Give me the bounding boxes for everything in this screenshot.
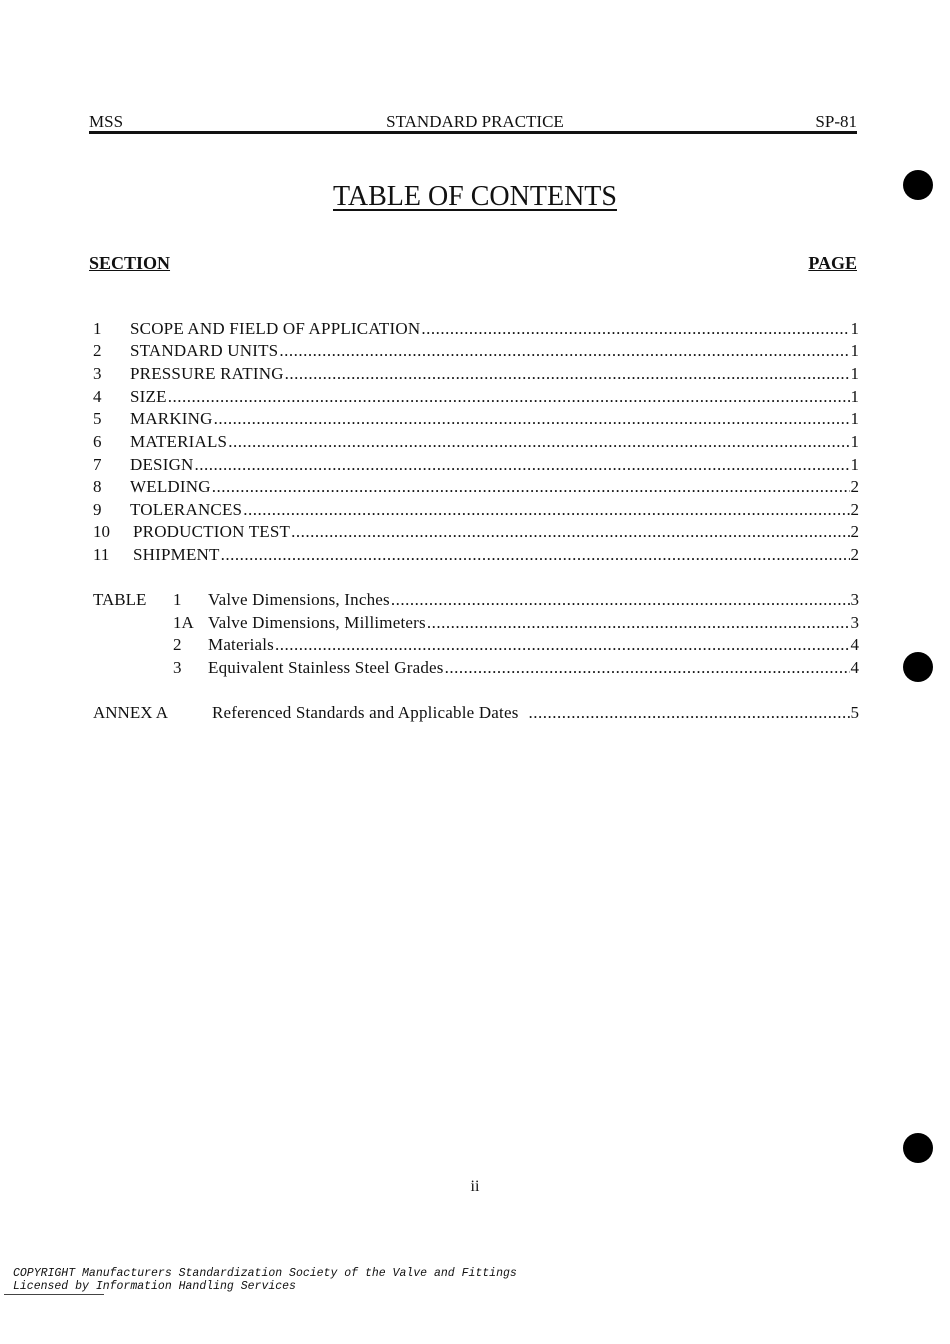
toc-entry-number: 6 [93,432,102,451]
toc-entry-number: 11 [93,545,110,564]
dot-leader [221,544,850,566]
toc-table-entry [93,657,859,679]
dot-leader [529,702,850,724]
dot-leader [168,386,850,408]
toc-entry-page: 2 [850,500,859,519]
toc-entry-label: MATERIALS [130,432,228,451]
toc-entry-number: 5 [93,409,102,428]
toc-entry-label: WELDING [130,477,211,496]
toc-table-page: 3 [850,613,859,632]
toc-entry-label: PRODUCTION TEST [133,522,291,541]
header-left-text: MSS [89,112,124,131]
toc-entry-page: 1 [850,432,859,451]
dot-leader [421,318,849,340]
header-center-text: STANDARD PRACTICE [386,112,564,131]
punch-hole [903,652,933,682]
dot-leader [228,431,849,453]
toc-table-label: Valve Dimensions, Inches [208,590,390,609]
toc-entry-number: 9 [93,500,102,519]
license-notice: Licensed by Information Handling Services [13,1280,296,1293]
toc-entry [93,408,859,430]
punch-hole [903,1133,933,1163]
toc-entry-number: 2 [93,341,102,360]
toc-entry-page: 1 [850,364,859,383]
toc-table-label: Materials [208,635,274,654]
toc-entry-label: TOLERANCES [130,500,243,519]
dot-leader [291,521,849,543]
toc-entry-page: 1 [850,341,859,360]
header-right-text: SP-81 [815,112,857,131]
toc-annex-entry [93,702,859,724]
toc-entry [93,521,859,543]
toc-entry-page: 1 [850,319,859,338]
toc-entry [93,386,859,408]
dot-leader [279,340,849,362]
toc-entry-page: 2 [850,545,859,564]
toc-entry-page: 2 [850,522,859,541]
toc-entry-number: 10 [93,522,110,541]
toc-entry-number: 1 [93,319,102,338]
toc-entry [93,363,859,385]
dot-leader [212,476,850,498]
dot-leader [195,454,850,476]
toc-annex-prefix: ANNEX A [93,703,169,722]
toc-entry [93,340,859,362]
page-number: ii [470,1178,480,1195]
column-heading-section: SECTION [89,253,171,273]
toc-entry-label: SIZE [130,387,167,406]
toc-table-entry [93,612,859,634]
column-heading-page: PAGE [808,253,857,273]
toc-entry-number: 4 [93,387,102,406]
toc-entry [93,454,859,476]
dot-leader [243,499,849,521]
toc-entry [93,476,859,498]
toc-entry-number: 8 [93,477,102,496]
toc-table-number: 1 [173,590,182,609]
toc-entry-page: 2 [850,477,859,496]
toc-table-number: 2 [173,635,182,654]
toc-entry-label: MARKING [130,409,213,428]
toc-entry-number: 7 [93,455,102,474]
toc-entry [93,431,859,453]
toc-table-entry [93,589,859,611]
dot-leader [391,589,850,611]
toc-entry-page: 1 [850,387,859,406]
dot-leader [445,657,850,679]
toc-entry-label: PRESSURE RATING [130,364,284,383]
dot-leader [427,612,850,634]
dot-leader [214,408,850,430]
toc-table-number: 1A [173,613,194,632]
dot-leader [275,634,850,656]
toc-entry-label: DESIGN [130,455,194,474]
toc-entry-page: 1 [850,455,859,474]
toc-entry-number: 3 [93,364,102,383]
copyright-notice: COPYRIGHT Manufacturers Standardization Society of the Valve and Fittings [13,1267,517,1280]
toc-entry-label: SHIPMENT [133,545,220,564]
toc-annex-page: 5 [850,703,859,722]
toc-table-page: 3 [850,590,859,609]
toc-table-label: Equivalent Stainless Steel Grades [208,658,444,677]
toc-annex-label: Referenced Standards and Applicable Dates [212,703,519,722]
toc-entry-label: SCOPE AND FIELD OF APPLICATION [130,319,421,338]
toc-entry [93,499,859,521]
toc-table-entry [93,634,859,656]
toc-table-page: 4 [850,635,859,654]
toc-entry [93,544,859,566]
toc-entry-page: 1 [850,409,859,428]
dot-leader [285,363,850,385]
toc-table-number: 3 [173,658,182,677]
toc-entry-label: STANDARD UNITS [130,341,279,360]
punch-hole [903,170,933,200]
toc-table-label: Valve Dimensions, Millimeters [208,613,426,632]
toc-entry [93,318,859,340]
page-title: TABLE OF CONTENTS [333,181,617,212]
toc-table-page: 4 [850,658,859,677]
header-rule [89,131,857,134]
toc-table-prefix: TABLE [93,590,147,609]
footer-rule [4,1294,104,1295]
